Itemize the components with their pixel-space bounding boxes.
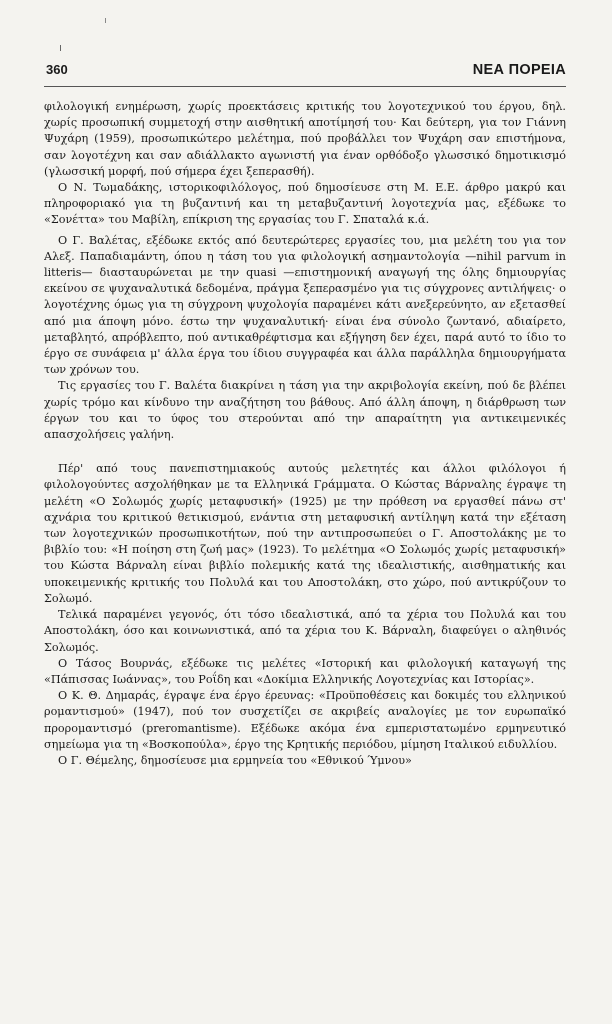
paragraph: Ο Τάσος Βουρνάς, εξέδωκε τις μελέτες «Ιστορική και φιλολογική καταγωγή της «Πάπισσας Ιωάννας», του Ροΐδη και «Δοκίμια Ελληνικής Λογοτεχνίας και Ιστορίας». [44, 656, 566, 686]
running-head [44, 62, 566, 87]
paragraph: Ο Ν. Τωμαδάκης, ιστορικοφιλόλογος, πού δημοσίευσε στη Μ. Ε.Ε. άρθρο μακρύ και πληροφοριακό για τη βυζαντινή και τη μεταβυζαντινή λογοτεχνία μας, εξέδωκε το «Σονέττα» του Μαβίλη, επίκριση της εργασίας του Γ. Σπαταλά κ.ά. [44, 181, 566, 227]
paragraph: Ο Γ. Θέμελης, δημοσίευσε μια ερμηνεία του «Εθνικού Ύμνου» [58, 753, 412, 767]
scan-mark [105, 18, 106, 23]
journal-title: ΝΕΑ ΠΟΡΕΙΑ [472, 62, 566, 78]
paragraph: Ο Κ. Θ. Δημαράς, έγραψε ένα έργο έρευνας: «Προϋποθέσεις και δοκιμές του ελληνικού ρομαντισμού» (1947), πού τον συσχετίζει σε ακριβείς αναλογίες με τον ευρωπαϊκό προρομαντισμό (preromantisme). Εξέδωκε ακόμα ένα εμπεριστατωμένο ερμηνευτικό σημείωμα για τη «Βοσκοπούλα», έργο της Κρητικής περιόδου, μίμηση Ιταλικού ειδυλλίου. [44, 689, 566, 751]
article-body [44, 99, 566, 769]
page-number: 360 [46, 62, 68, 77]
paragraph: φιλολογική ενημέρωση, χωρίς προεκτάσεις κριτικής του λογοτεχνικού του έργου, δηλ. χωρίς προσωπική συμμετοχή στην αισθητική αποτίμησή του· Και δεύτερη, για τον Γιάννη Ψυχάρη (1959), προσωπικώτερο μελέτημα, πού προβάλλει τον Ψυχάρη σαν επιστήμονα, σαν λογοτέχνη και σαν αδιάλλακτο αγωνιστή για έναν ορθόδοξο γλωσσικό δημοτικισμό (γλωσσική μορφή, πού σήμερα έχει ξεπερασθή). [44, 100, 566, 178]
page [44, 62, 566, 1012]
scan-mark [60, 45, 61, 51]
paragraph: Πέρ' από τους πανεπιστημιακούς αυτούς μελετητές και άλλοι φιλόλογοι ή φιλολογούντες ασχολήθηκαν με τα Ελληνικά Γράμματα. Ο Κώστας Βάρναλης έγραψε τη μελέτη «Ο Σολωμός χωρίς μεταφυσική» (1925) με την πρόθεση να εργασθεί πάνω στ' αχνάρια του κριτικού θετικισμού, ενάντια στη μεταφυσική αντίληψη κατά την εξέταση των λογοτεχνικών προσωπικοτήτων, πού την αντιπροσωπεύει ο Γ. Αποστολάκης με το βιβλίο του: «Η ποίηση στη ζωή μας» (1923). Το μελέτημα «Ο Σολωμός χωρίς μεταφυσική» του Κώστα Βάρναλη είναι βιβλίο πολεμικής κατά της ιδεαλιστικής, αισθηματικής και υποκειμενικής κριτικής του Πολυλά και του Αποστολάκη, στο χώρο, πού αντικρύζουν το Σολωμό. [44, 462, 566, 605]
paragraph: Τελικά παραμένει γεγονός, ότι τόσο ιδεαλιστικά, από τα χέρια του Πολυλά και του Αποστολάκη, όσο και κοινωνιστικά, από τα χέρια του Κ. Βάρναλη, διαφεύγει ο αληθινός Σολωμός. [44, 608, 566, 654]
paragraph: Ο Γ. Βαλέτας, εξέδωκε εκτός από δευτερώτερες εργασίες του, μια μελέτη του για τον Αλεξ. Παπαδιαμάντη, όπου η τάση του για φιλολογική ασημαντολογία —nihil parvum in litteris— διασταυρώνεται με την quasi —επιστημονική αναγωγή της όλης δημιουργίας εκείνου σε ψυχαναλυτικά δεδομένα, πράγμα ξεπερασμένο για τις σύγχρονες αντιλήψεις· ο λογοτέχνης όμως για τη σύγχρονη ψυχολογία παραμένει κάτι ανεξερεύνητο, αν εξετασθεί από μια άποψη μόνο. έστω την ψυχαναλυτική· είναι ένα σύνολο ζωντανό, αδιαίρετο, μεταβλητό, απρόβλεπτο, πού αντικαθρέφτισμα και εξήγηση δεν έχει, παρά αυτό το ίδιο το έργο σε συνάφεια μ' άλλα έργα του ίδιου συγγραφέα και άλλα παράλληλα δημιουργήματα των χρόνων του. [44, 233, 566, 377]
paragraph: Τις εργασίες του Γ. Βαλέτα διακρίνει η τάση για την ακριβολογία εκείνη, πού δε βλέπει χωρίς τρόμο και κίνδυνο την αναζήτηση του βάθους. Από άλλη άποψη, η διάρθρωση των έργων του και το ύφος του στερούνται από την απαραίτητη για αντικειμενικές απασχολήσεις γαλήνη. [44, 379, 566, 442]
